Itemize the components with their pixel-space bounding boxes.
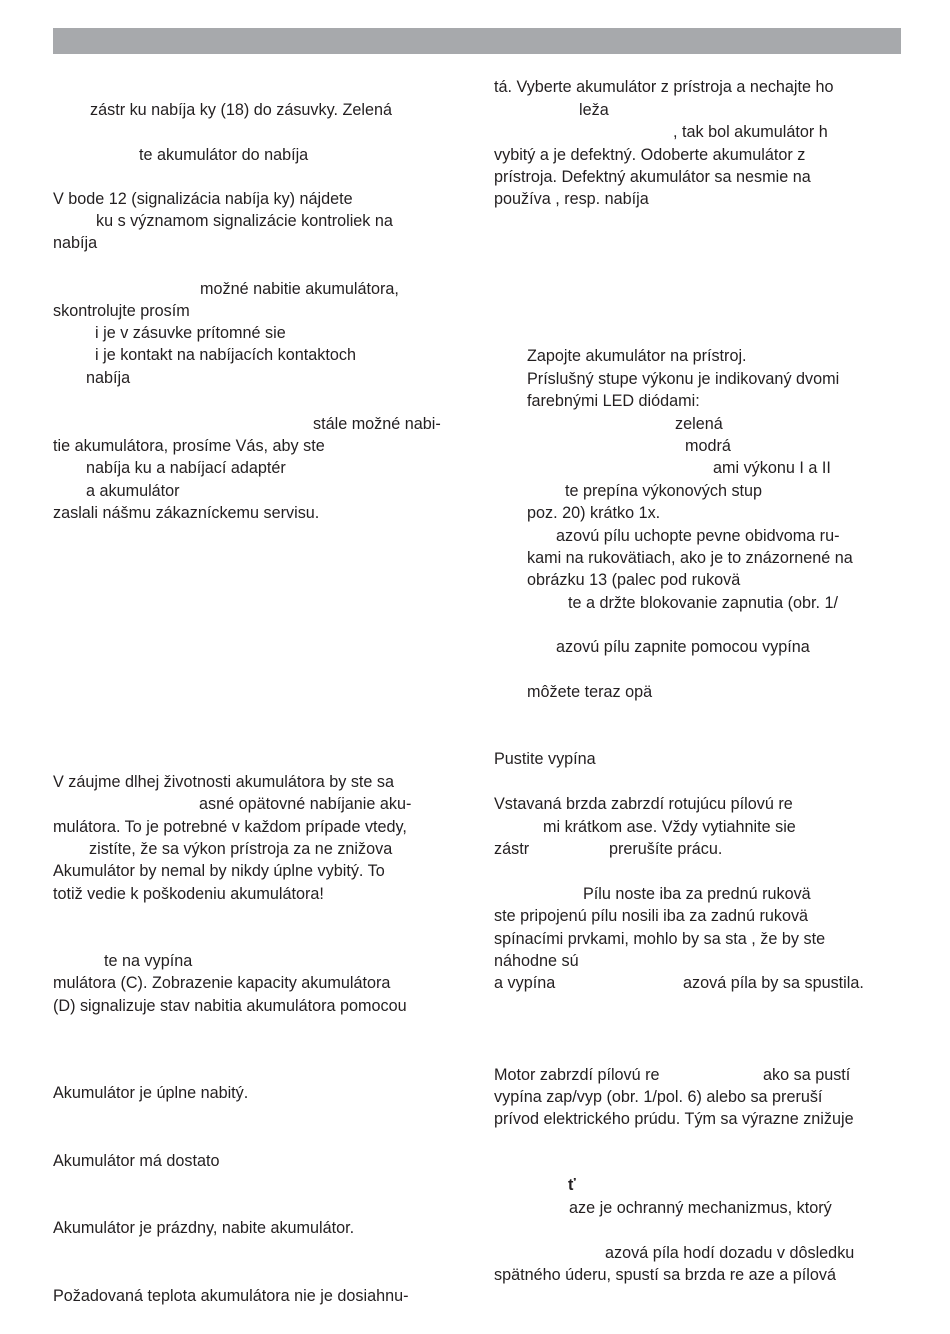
text-line: zástr ku nabíja ky (18) do zásuvky. Zelená — [90, 101, 393, 119]
text-line: te akumulátor do nabíja — [139, 146, 309, 164]
text-line: kami na rukovätiach, ako je to znázornené na — [527, 549, 853, 567]
text-line: prívod elektrického prúdu. Tým sa výrazne znižuje — [494, 1110, 854, 1128]
text-line: zelená — [675, 415, 723, 433]
text-line: Zapojte akumulátor na prístroj. — [527, 347, 747, 365]
text-line: i je v zásuvke prítomné sie — [95, 324, 286, 342]
text-line: poz. 20) krátko 1x. — [527, 504, 661, 522]
text-line: te prepína výkonových stup — [565, 482, 763, 500]
text-line: Akumulátor má dostato — [53, 1152, 220, 1170]
text-line: vypína zap/vyp (obr. 1/pol. 6) alebo sa preruší — [494, 1088, 823, 1106]
text-line: leža — [579, 101, 609, 119]
text-line: Príslušný stupe výkonu je indikovaný dvomi — [527, 370, 840, 388]
text-line: modrá — [685, 437, 731, 455]
text-line: mulátora. To je potrebné v každom prípade vtedy, — [53, 818, 407, 836]
text-line: stále možné nabi- — [313, 415, 441, 433]
text-line: mi krátkom ase. Vždy vytiahnite sie — [543, 818, 796, 836]
text-line: azová píla by sa spustila. — [683, 974, 864, 992]
text-line: aze je ochranný mechanizmus, ktorý — [569, 1199, 832, 1217]
text-line: azová píla hodí dozadu v dôsledku — [605, 1244, 855, 1262]
text-line: i je kontakt na nabíjacích kontaktoch — [95, 346, 356, 364]
text-line: nabíja ku a nabíjací adaptér — [86, 459, 286, 477]
text-line: zistíte, že sa výkon prístroja za ne znižova — [89, 840, 393, 858]
text-line: možné nabitie akumulátora, — [200, 280, 399, 298]
text-line: náhodne sú — [494, 952, 579, 970]
text-line: obrázku 13 (palec pod rukovä — [527, 571, 741, 589]
text-line: ť — [568, 1176, 576, 1194]
text-line: spínacími prvkami, mohlo by sa sta , že by ste — [494, 930, 826, 948]
text-line: te a držte blokovanie zapnutia (obr. 1/ — [568, 594, 838, 612]
text-line: azovú pílu zapnite pomocou vypína — [556, 638, 810, 656]
text-line: Pílu noste iba za prednú rukovä — [583, 885, 811, 903]
text-line: vybitý a je defektný. Odoberte akumulátor z — [494, 146, 806, 164]
text-line: (D) signalizuje stav nabitia akumulátora pomocou — [53, 997, 407, 1015]
text-line: totiž vedie k poškodeniu akumulátora! — [53, 885, 324, 903]
text-line: prístroja. Defektný akumulátor sa nesmie na — [494, 168, 811, 186]
text-line: ami výkonu I a II — [713, 459, 831, 477]
text-line: Požadovaná teplota akumulátora nie je dosiahnu- — [53, 1287, 409, 1305]
text-line: a akumulátor — [86, 482, 180, 500]
text-line: Motor zabrzdí pílovú re — [494, 1066, 660, 1084]
text-line: nabíja — [53, 234, 98, 252]
text-line: tá. Vyberte akumulátor z prístroja a nechajte ho — [494, 78, 834, 96]
text-line: farebnými LED diódami: — [527, 392, 700, 410]
text-line: skontrolujte prosím — [53, 302, 190, 320]
text-line: ku s významom signalizácie kontroliek na — [96, 212, 393, 230]
text-line: Vstavaná brzda zabrzdí rotujúcu pílovú re — [494, 795, 793, 813]
text-line: te na vypína — [104, 952, 193, 970]
text-line: V záujme dlhej životnosti akumulátora by ste sa — [53, 773, 395, 791]
text-line: Akumulátor je úplne nabitý. — [53, 1084, 249, 1102]
text-line: a vypína — [494, 974, 556, 992]
text-line: ako sa pustí — [763, 1066, 851, 1084]
text-line: Pustite vypína — [494, 750, 596, 768]
text-line: tie akumulátora, prosíme Vás, aby ste — [53, 437, 325, 455]
text-line: , tak bol akumulátor h — [673, 123, 828, 141]
text-line: môžete teraz opä — [527, 683, 653, 701]
header-bar — [53, 28, 901, 54]
text-line: používa , resp. nabíja — [494, 190, 649, 208]
text-line: azovú pílu uchopte pevne obidvoma ru- — [556, 527, 840, 545]
text-line: zástr — [494, 840, 530, 858]
text-line: zaslali nášmu zákazníckemu servisu. — [53, 504, 320, 522]
text-line: spätného úderu, spustí sa brzda re aze a pílová — [494, 1266, 836, 1284]
text-line: prerušíte prácu. — [609, 840, 723, 858]
text-line: mulátora (C). Zobrazenie kapacity akumulátora — [53, 974, 391, 992]
text-line: Akumulátor by nemal by nikdy úplne vybitý. To — [53, 862, 385, 880]
text-line: V bode 12 (signalizácia nabíja ky) nájdete — [53, 190, 353, 208]
text-line: ste pripojenú pílu nosili iba za zadnú rukovä — [494, 907, 809, 925]
text-line: Akumulátor je prázdny, nabite akumulátor. — [53, 1219, 355, 1237]
text-line: asné opätovné nabíjanie aku- — [199, 795, 412, 813]
text-line: nabíja — [86, 369, 131, 387]
